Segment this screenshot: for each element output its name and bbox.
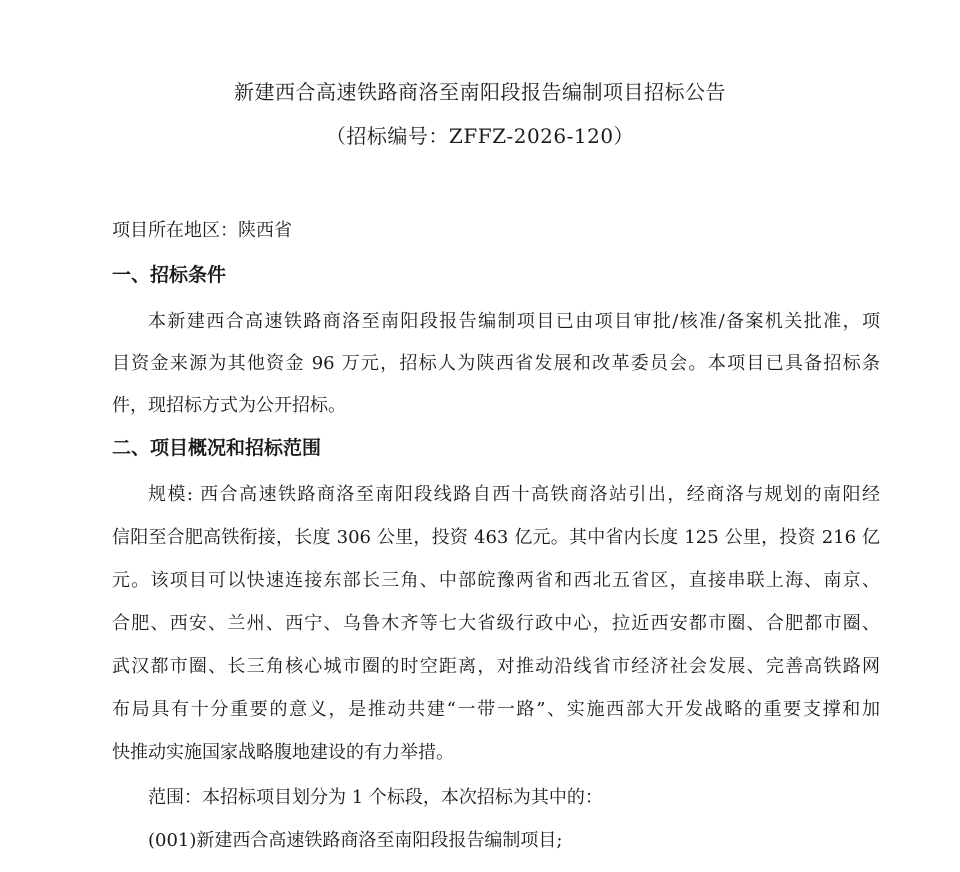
paragraph-line: 元。该项目可以快速连接东部长三角、中部皖豫两省和西北五省区，直接串联上海、南京、	[112, 570, 880, 591]
paragraph-line: 本新建西合高速铁路商洛至南阳段报告编制项目已由项目审批/核准/备案机关批准，项	[148, 311, 880, 332]
paragraph-line: 布局具有十分重要的意义，是推动共建“一带一路”、实施西部大开发战略的重要支撑和加	[112, 699, 880, 720]
project-region: 项目所在地区：陕西省	[112, 220, 292, 241]
section-heading-bidding-conditions: 一、招标条件	[112, 264, 227, 286]
paragraph-line: 合肥、西安、兰州、西宁、乌鲁木齐等七大省级行政中心，拉近西安都市圈、合肥都市圈、	[112, 613, 880, 634]
paragraph-line: 快推动实施国家战略腹地建设的有力举措。	[112, 742, 454, 763]
lot-line: (001)新建西合高速铁路商洛至南阳段报告编制项目;	[148, 830, 563, 851]
paragraph-line: 目资金来源为其他资金 96 万元，招标人为陕西省发展和改革委员会。本项目已具备招标条	[112, 353, 880, 374]
paragraph-line: 规模: 西合高速铁路商洛至南阳段线路自西十高铁商洛站引出，经商洛与规划的南阳经	[148, 484, 880, 505]
tender-number: （招标编号：ZFFZ-2026-120）	[325, 124, 635, 148]
paragraph-line: 件，现招标方式为公开招标。	[112, 395, 346, 416]
paragraph-line: 武汉都市圈、长三角核心城市圈的时空距离，对推动沿线省市经济社会发展、完善高铁路网	[112, 656, 880, 677]
section-heading-project-overview: 二、项目概况和招标范围	[112, 437, 322, 459]
paragraph-line: 信阳至合肥高铁衔接，长度 306 公里，投资 463 亿元。其中省内长度 125 公里，投资 216 亿	[112, 527, 880, 548]
document-title: 新建西合高速铁路商洛至南阳段报告编制项目招标公告	[234, 80, 726, 104]
scope-line: 范围：本招标项目划分为 1 个标段，本次招标为其中的：	[148, 787, 603, 808]
